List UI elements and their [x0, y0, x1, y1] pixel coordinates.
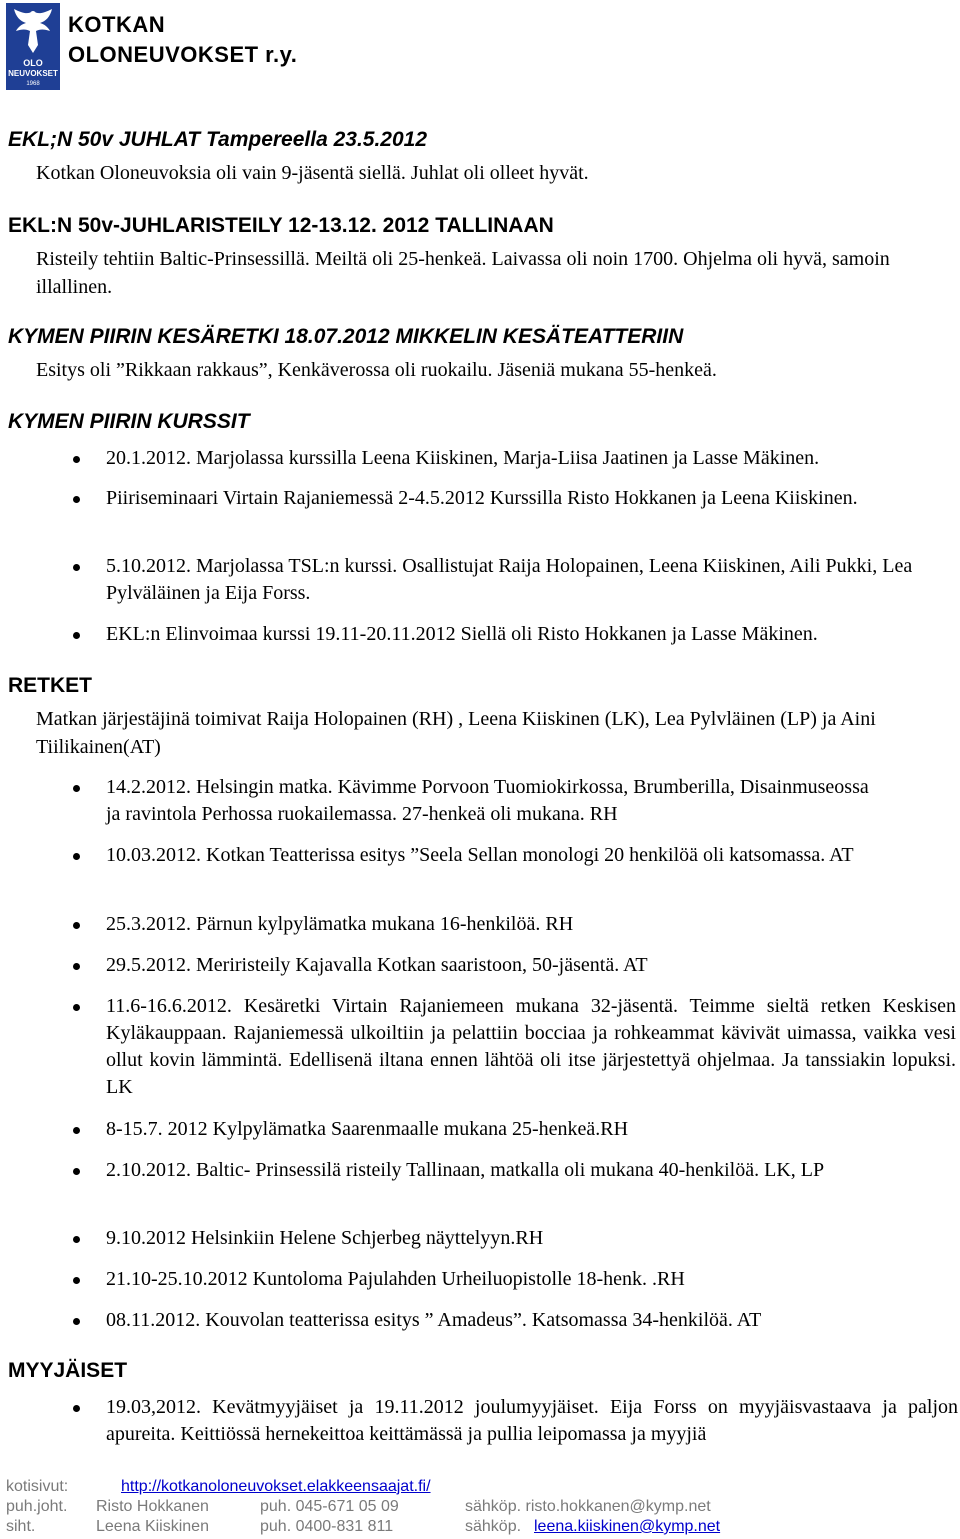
bullet-icon — [73, 1127, 80, 1134]
org-name-line2: OLONEUVOKSET r.y. — [68, 42, 298, 67]
list-item-text: Piiriseminaari Virtain Rajaniemessä 2-4.5.2012 Kurssilla Risto Hokkanen ja Leena Kiiskinen. — [106, 487, 858, 509]
list-item-text: 8-15.7. 2012 Kylpylämatka Saarenmaalle mukana 25-henkeä.RH — [106, 1118, 629, 1140]
bullet-icon — [73, 1277, 80, 1284]
organization-logo — [6, 3, 60, 90]
section-text-ekl-risteily: Risteily tehtiin Baltic-Prinsessillä. Meiltä oli 25-henkeä. Laivassa oli noin 1700. Ohjelma oli hyvä, samoin illallinen. — [36, 248, 890, 298]
list-item-text: 2.10.2012. Baltic- Prinsessilä risteily Tallinaan, matkalla oli mukana 40-henkilöä. LK, LP — [106, 1159, 825, 1181]
footer-label-chair: puh.joht. — [6, 1498, 68, 1515]
logo-year: 1968 — [26, 81, 40, 87]
footer-secretary-email-label: sähköp. — [465, 1518, 522, 1535]
section-title-retket: RETKET — [8, 674, 92, 697]
list-item-text: 10.03.2012. Kotkan Teatterissa esitys ”Seela Sellan monologi 20 henkilöä oli katsomassa. AT — [106, 844, 854, 866]
website-link[interactable]: http://kotkanoloneuvokset.elakkeensaajat.fi/ — [121, 1478, 431, 1495]
bullet-icon — [73, 1236, 80, 1243]
bullet-icon — [73, 1168, 80, 1175]
list-item-text: 21.10-25.10.2012 Kuntoloma Pajulahden Urheiluopistolle 18-henk. .RH — [106, 1268, 685, 1290]
secretary-email-link[interactable]: leena.kiiskinen@kymp.net — [534, 1518, 721, 1535]
list-item-text: 11.6-16.6.2012. Kesäretki Virtain Rajaniemeen mukana 32-jäsentä. Teimme sieltä retken Keskisen Kyläkauppaan. Rajaniemessä ulkoiltiin ja pelattiin bocciaa ja rohkeammat kävivät uimassa, vaikka vesi ollut kovin lämmintä. Edellisenä iltana ennen lähtöä oli itse järjestettyä ohjelmaa. Ja tanssiakin lopuksi. LK — [106, 995, 956, 1098]
list-item-text: 08.11.2012. Kouvolan teatterissa esitys ” Amadeus”. Katsomassa 34-henkilöä. AT — [106, 1309, 762, 1331]
retket-intro: Matkan järjestäjinä toimivat Raija Holopainen (RH) , Leena Kiiskinen (LK), Lea Pylvläinen (LP) ja Aini Tiilikainen(AT) — [36, 708, 876, 758]
list-item-text: 5.10.2012. Marjolassa TSL:n kurssi. Osallistujat Raija Holopainen, Leena Kiiskinen, Aili Pukki, Lea Pylväläinen ja Eija Forss. — [106, 555, 913, 604]
bullet-icon — [73, 1004, 80, 1011]
list-item-text: 9.10.2012 Helsinkiin Helene Schjerbeg näyttelyyn.RH — [106, 1227, 544, 1249]
list-item-text: 29.5.2012. Meriristeily Kajavalla Kotkan saaristoon, 50-jäsentä. AT — [106, 954, 648, 976]
bullet-icon — [73, 785, 80, 792]
list-item-text: 14.2.2012. Helsingin matka. Kävimme Porvoon Tuomiokirkossa, Brumberilla, Disainmuseossa ja ravintola Perhossa ruokailemassa. 27-henkeä oli mukana. RH — [106, 776, 869, 825]
logo-text-neuvokset: NEUVOKSET — [8, 69, 58, 78]
section-title-myyjaiset: MYYJÄISET — [8, 1359, 128, 1382]
section-title-kesaretki: KYMEN PIIRIN KESÄRETKI 18.07.2012 MIKKELIN KESÄTEATTERIIN — [8, 325, 684, 348]
logo-text-olo: OLO — [23, 58, 43, 68]
list-item-text: 20.1.2012. Marjolassa kurssilla Leena Kiiskinen, Marja-Liisa Jaatinen ja Lasse Mäkinen. — [106, 447, 820, 469]
footer-chair-phone: puh. 045-671 05 09 — [260, 1498, 399, 1515]
bullet-icon — [73, 1318, 80, 1325]
bullet-icon — [73, 496, 80, 503]
organization-name — [68, 10, 297, 70]
footer-chair-email: sähköp. risto.hokkanen@kymp.net — [465, 1498, 711, 1515]
footer-label-secretary: siht. — [6, 1518, 36, 1535]
bullet-icon — [73, 1405, 80, 1412]
bullet-icon — [73, 456, 80, 463]
list-item-text: 25.3.2012. Pärnun kylpylämatka mukana 16-henkilöä. RH — [106, 913, 574, 935]
bullet-icon — [73, 853, 80, 860]
section-title-ekl-juhlat: EKL;N 50v JUHLAT Tampereella 23.5.2012 — [8, 128, 428, 151]
footer-secretary-name: Leena Kiiskinen — [96, 1518, 209, 1535]
bullet-icon — [73, 963, 80, 970]
section-text-ekl-juhlat: Kotkan Oloneuvoksia oli vain 9-jäsentä siellä. Juhlat oli olleet hyvät. — [36, 162, 589, 184]
section-title-kurssit: KYMEN PIIRIN KURSSIT — [8, 410, 250, 433]
bullet-icon — [73, 922, 80, 929]
list-item-text: EKL:n Elinvoimaa kurssi 19.11-20.11.2012 Siellä oli Risto Hokkanen ja Lasse Mäkinen. — [106, 623, 818, 645]
section-text-kesaretki: Esitys oli ”Rikkaan rakkaus”, Kenkäverossa oli ruokailu. Jäseniä mukana 55-henkeä. — [36, 359, 717, 381]
eagle-icon — [6, 5, 60, 57]
section-title-ekl-risteily: EKL:N 50v-JUHLARISTEILY 12-13.12. 2012 TALLINAAN — [8, 214, 554, 237]
footer-label-kotisivut: kotisivut: — [6, 1478, 69, 1495]
list-item-text: 19.03,2012. Kevätmyyjäiset ja 19.11.2012 joulumyyjäiset. Eija Forss on myyjäisvastaava ja paljon apureita. Keittiössä hernekeittoa keittämässä ja pullia leipomassa ja myyjiä — [106, 1396, 958, 1445]
org-name-line1: KOTKAN — [68, 12, 166, 37]
footer-chair-name: Risto Hokkanen — [96, 1498, 209, 1515]
bullet-icon — [73, 564, 80, 571]
footer-secretary-phone: puh. 0400-831 811 — [260, 1518, 394, 1535]
bullet-icon — [73, 632, 80, 639]
